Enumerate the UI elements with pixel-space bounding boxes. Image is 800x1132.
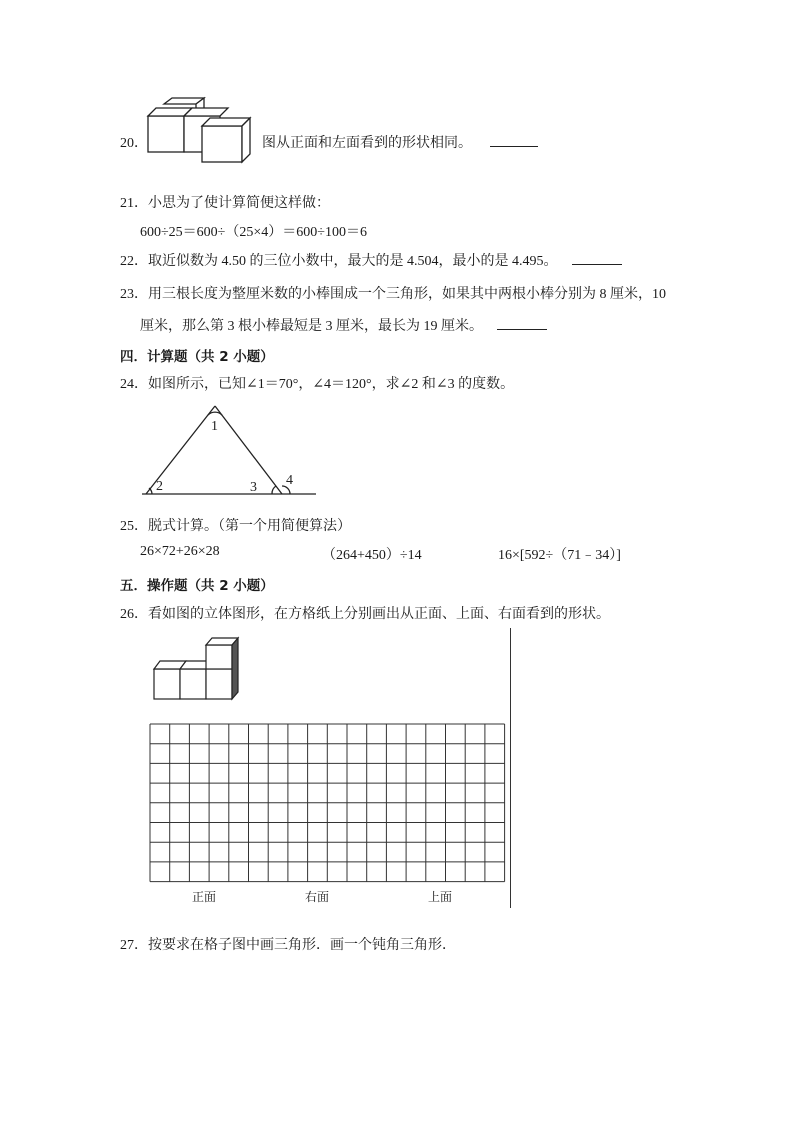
angle-label-3: 3 [250,480,257,495]
q26-text: 26．看如图的立体图形，在方格纸上分别画出从正面、上面、右面看到的形状。 [120,607,610,622]
q22-answer-blank[interactable] [572,263,622,265]
q25-expr3: 16×[592÷（71﹣34）] [498,548,621,563]
q25-expr1: 26×72+26×28 [140,544,220,559]
q20-text [262,132,538,152]
section5-title: 五．操作题（共 2 小题） [120,578,274,594]
angle-label-2: 2 [156,479,163,494]
angle-label-4: 4 [286,473,293,488]
q20-number: 20． [120,136,148,151]
grid-label-top: 上面 [428,890,453,904]
section4-title: 四．计算题（共 2 小题） [120,349,274,365]
q27-text: 27．按要求在格子图中画三角形．画一个钝角三角形． [120,938,456,953]
q20-answer-blank[interactable] [490,145,538,147]
grid-label-right: 右面 [305,890,330,904]
q22-statement: 22．取近似数为 4.50 的三位小数中，最大的是 4.504，最小的是 4.495。 [120,254,558,269]
q25-text: 25．脱式计算。（第一个用简便算法） [120,519,351,534]
grid-label-front: 正面 [192,890,217,904]
q26-cube-figure [152,636,242,706]
q20-statement: 图从正面和左面看到的形状相同。 [262,136,472,151]
q23-statement: 厘米，那么第 3 根小棒最短是 3 厘米，最长为 19 厘米。 [140,319,483,334]
q26-answer-grid[interactable] [148,722,508,887]
q24-triangle-figure [140,400,320,500]
q20-cube-figure [146,96,266,166]
q23-line1: 23．用三根长度为整厘米数的小棒围成一个三角形，如果其中两根小棒分别为 8 厘米，10 [120,287,666,302]
q23-line2 [140,315,547,335]
angle-label-1: 1 [211,419,218,434]
q21-equation: 600÷25＝600÷（25×4）＝600÷100＝6 [140,225,367,240]
vertical-divider [510,628,511,908]
q21-question: 21．小思为了使计算简便这样做： [120,196,330,211]
q25-expr2: （264+450）÷14 [322,548,422,563]
q23-answer-blank[interactable] [497,328,547,330]
q22-text [120,250,622,270]
q24-text: 24．如图所示，已知∠1＝70°，∠4＝120°，求∠2 和∠3 的度数。 [120,377,515,392]
